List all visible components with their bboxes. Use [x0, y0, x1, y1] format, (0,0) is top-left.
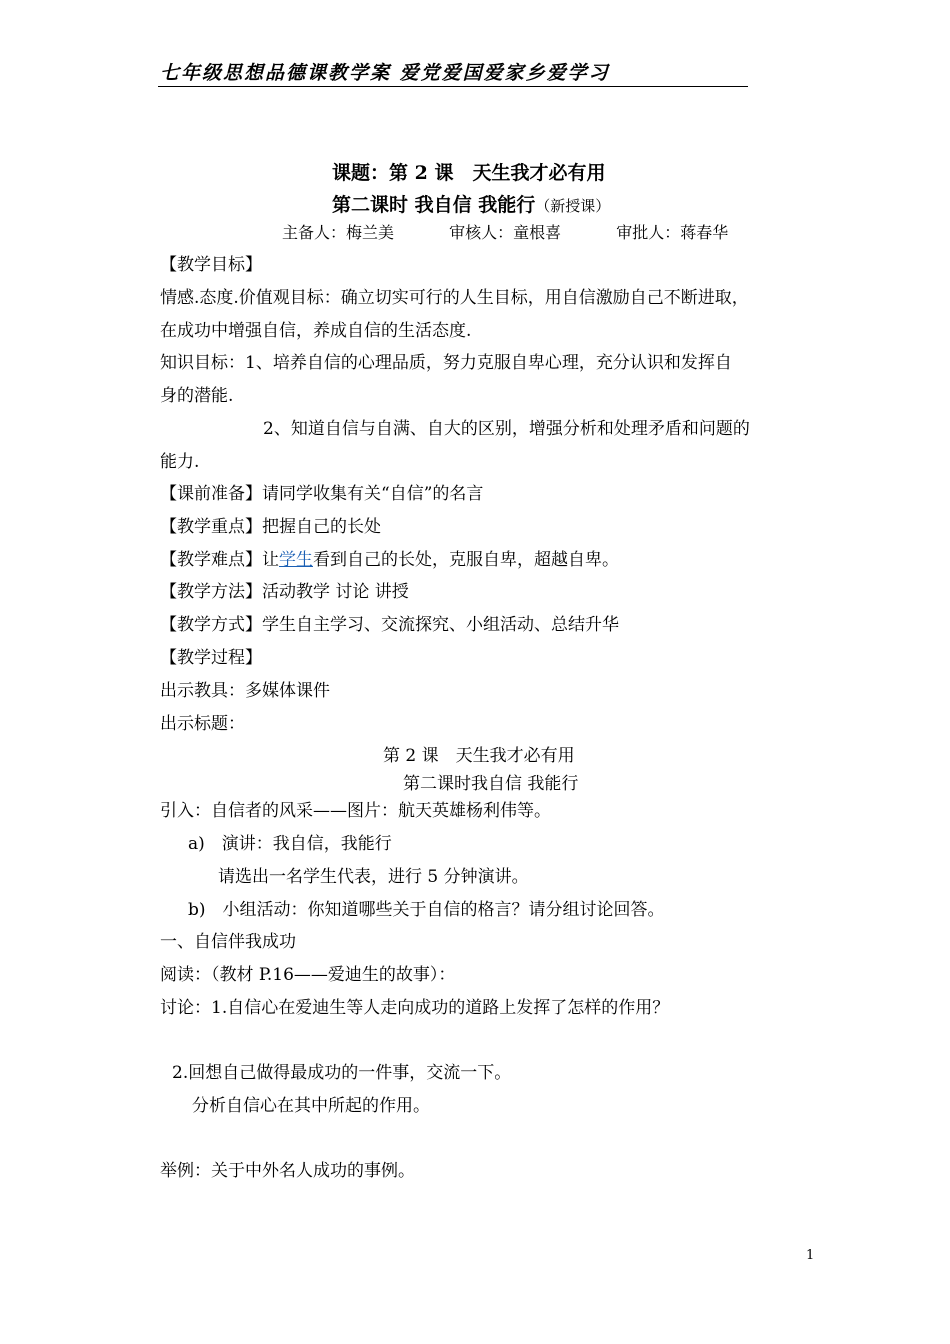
key-point-line: 【教学重点】把握自己的长处	[160, 517, 381, 537]
student-link[interactable]: 学生	[279, 550, 313, 570]
tools-line: 出示教具：多媒体课件	[160, 681, 330, 701]
page-number: 1	[806, 1248, 815, 1263]
goal-knowledge-line-4: 能力.	[160, 452, 200, 472]
center-title-1: 第 2 课 天生我才必有用	[383, 746, 575, 766]
reading-line: 阅读：（教材 P.16——爱迪生的故事）：	[160, 965, 456, 985]
mode-line: 【教学方式】学生自主学习、交流探究、小组活动、总结升华	[160, 615, 619, 635]
discuss-line-2: 2.回想自己做得最成功的一件事，交流一下。	[172, 1063, 512, 1083]
center-title-2: 第二课时我自信 我能行	[403, 774, 579, 794]
goal-knowledge-line-3: 2、知道自信与自满、自大的区别，增强分析和处理矛盾和问题的	[263, 419, 750, 439]
goal-knowledge-line-2: 身的潜能.	[160, 386, 234, 406]
approver: 审批人：蒋春华	[616, 223, 729, 242]
method-line: 【教学方法】活动教学 讨论 讲授	[160, 582, 409, 602]
intro-line: 引入：自信者的风采——图片：航天英雄杨利伟等。	[160, 801, 551, 821]
goal-emotion-line-1: 情感.态度.价值观目标：确立切实可行的人生目标，用自信激励自己不断进取，	[160, 288, 749, 308]
example-line: 举例：关于中外名人成功的事例。	[160, 1161, 415, 1181]
section-1-heading: 一、自信伴我成功	[160, 932, 296, 952]
discuss-line-1: 讨论：1.自信心在爱迪生等人走向成功的道路上发挥了怎样的作用？	[160, 998, 670, 1018]
item-a: a) 演讲：我自信，我能行	[188, 834, 392, 854]
discuss-line-2b: 分析自信心在其中所起的作用。	[192, 1096, 430, 1116]
lesson-subtitle-text: 第二课时 我自信 我能行	[332, 194, 536, 216]
difficulty-suffix: 看到自己的长处，克服自卑，超越自卑。	[313, 550, 619, 570]
running-header: 七年级思想品德课教学案 爱党爱国爱家乡爱学习	[160, 62, 610, 84]
difficulty-prefix: 【教学难点】让	[160, 550, 279, 570]
authors-line	[282, 222, 728, 244]
lesson-subtitle	[332, 194, 610, 217]
reviewer: 审核人：童根喜	[449, 223, 562, 242]
show-title-line: 出示标题：	[160, 714, 245, 734]
goals-heading: 【教学目标】	[160, 255, 262, 275]
prep-line: 【课前准备】请同学收集有关“自信”的名言	[160, 484, 484, 504]
preparer: 主备人：梅兰美	[282, 223, 395, 242]
item-a-detail: 请选出一名学生代表，进行 5 分钟演讲。	[218, 867, 529, 887]
lesson-title: 课题：第 2 课 天生我才必有用	[332, 162, 606, 184]
header-rule	[158, 86, 748, 87]
item-b: b) 小组活动：你知道哪些关于自信的格言？请分组讨论回答。	[188, 900, 665, 920]
process-heading: 【教学过程】	[160, 648, 262, 668]
goal-knowledge-line-1: 知识目标：1、培养自信的心理品质，努力克服自卑心理，充分认识和发挥自	[160, 353, 732, 373]
goal-emotion-line-2: 在成功中增强自信，养成自信的生活态度.	[160, 321, 472, 341]
difficulty-line	[160, 549, 619, 571]
lesson-type-note: （新授课）	[535, 197, 611, 215]
